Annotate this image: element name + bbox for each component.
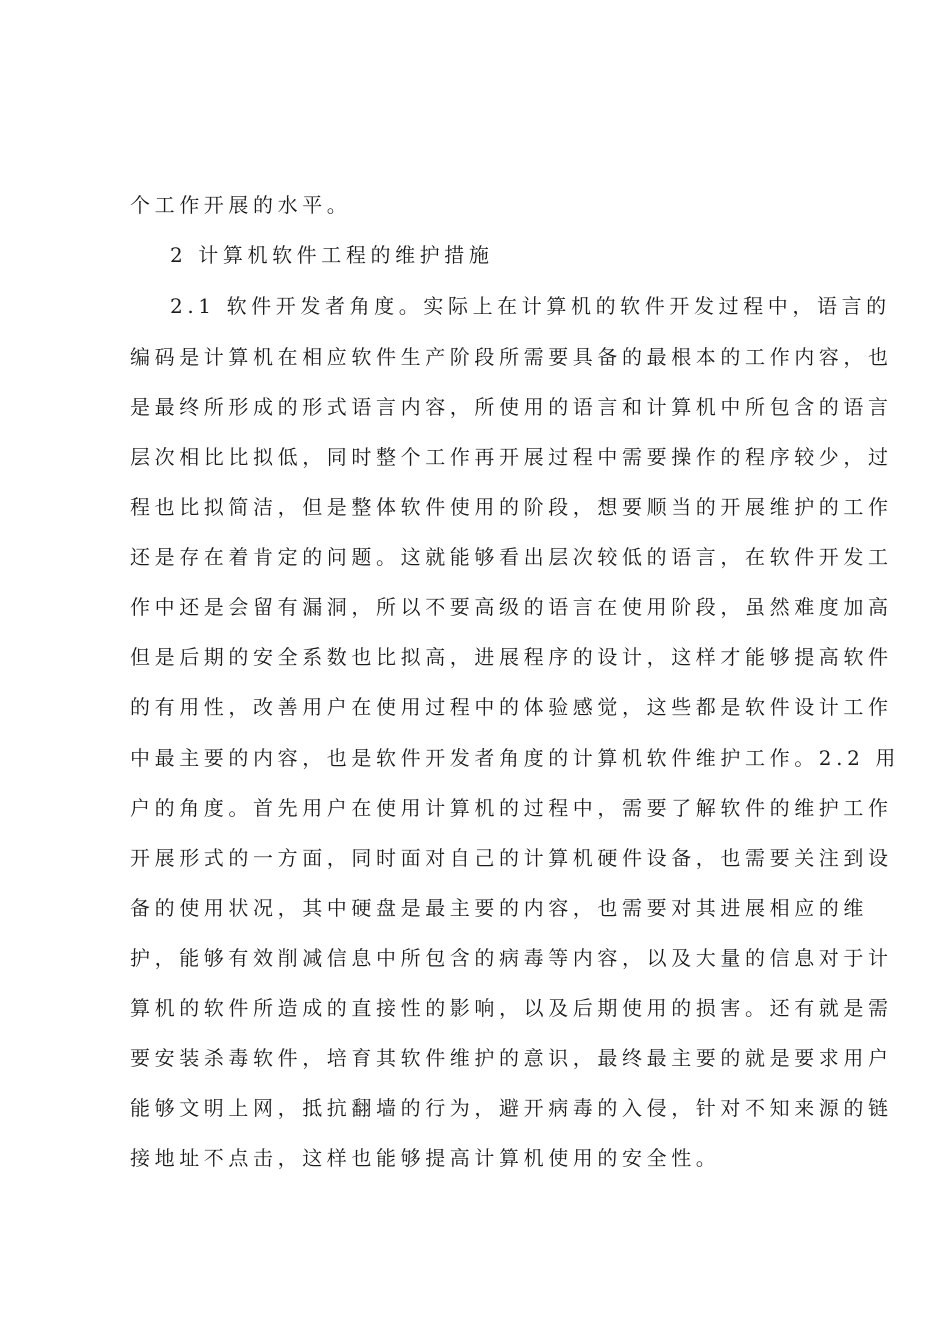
paragraph-line: 备的使用状况，其中硬盘是最主要的内容，也需要对其进展相应的维 [130, 896, 868, 920]
paragraph-line: 还是存在着肯定的问题。这就能够看出层次较低的语言，在软件开发工 [130, 545, 893, 569]
paragraph-line: 的有用性，改善用户在使用过程中的体验感觉，这些都是软件设计工作 [130, 695, 893, 719]
paragraph-line: 是最终所形成的形式语言内容，所使用的语言和计算机中所包含的语言 [130, 395, 893, 419]
paragraph-line: 算机的软件所造成的直接性的影响，以及后期使用的损害。还有就是需 [130, 996, 893, 1020]
paragraph-line: 开展形式的一方面，同时面对自己的计算机硬件设备，也需要关注到设 [130, 846, 893, 870]
paragraph-line: 2.1 软件开发者角度。实际上在计算机的软件开发过程中，语言的 [170, 294, 891, 318]
paragraph-line: 中最主要的内容，也是软件开发者角度的计算机软件维护工作。2.2 用 [130, 746, 900, 770]
paragraph-line: 编码是计算机在相应软件生产阶段所需要具备的最根本的工作内容，也 [130, 345, 893, 369]
paragraph-line: 程也比拟简洁，但是整体软件使用的阶段，想要顺当的开展维护的工作 [130, 495, 893, 519]
paragraph-line: 护，能够有效削减信息中所包含的病毒等内容，以及大量的信息对于计 [130, 946, 893, 970]
paragraph-line: 户的角度。首先用户在使用计算机的过程中，需要了解软件的维护工作 [130, 796, 893, 820]
paragraph-line: 但是后期的安全系数也比拟高，进展程序的设计，这样才能够提高软件 [130, 645, 893, 669]
paragraph-line: 层次相比比拟低，同时整个工作再开展过程中需要操作的程序较少，过 [130, 445, 893, 469]
paragraph-line: 要安装杀毒软件，培育其软件维护的意识，最终最主要的就是要求用户 [130, 1046, 893, 1070]
paragraph-line: 能够文明上网，抵抗翻墙的行为，避开病毒的入侵，针对不知来源的链 [130, 1096, 893, 1120]
continuation-line: 个工作开展的水平。 [130, 193, 352, 217]
paragraph-line: 作中还是会留有漏洞，所以不要高级的语言在使用阶段，虽然难度加高 [130, 595, 893, 619]
section-heading: 2 计算机软件工程的维护措施 [170, 243, 494, 267]
paragraph-line: 接地址不点击，这样也能够提高计算机使用的安全性。 [130, 1146, 721, 1170]
